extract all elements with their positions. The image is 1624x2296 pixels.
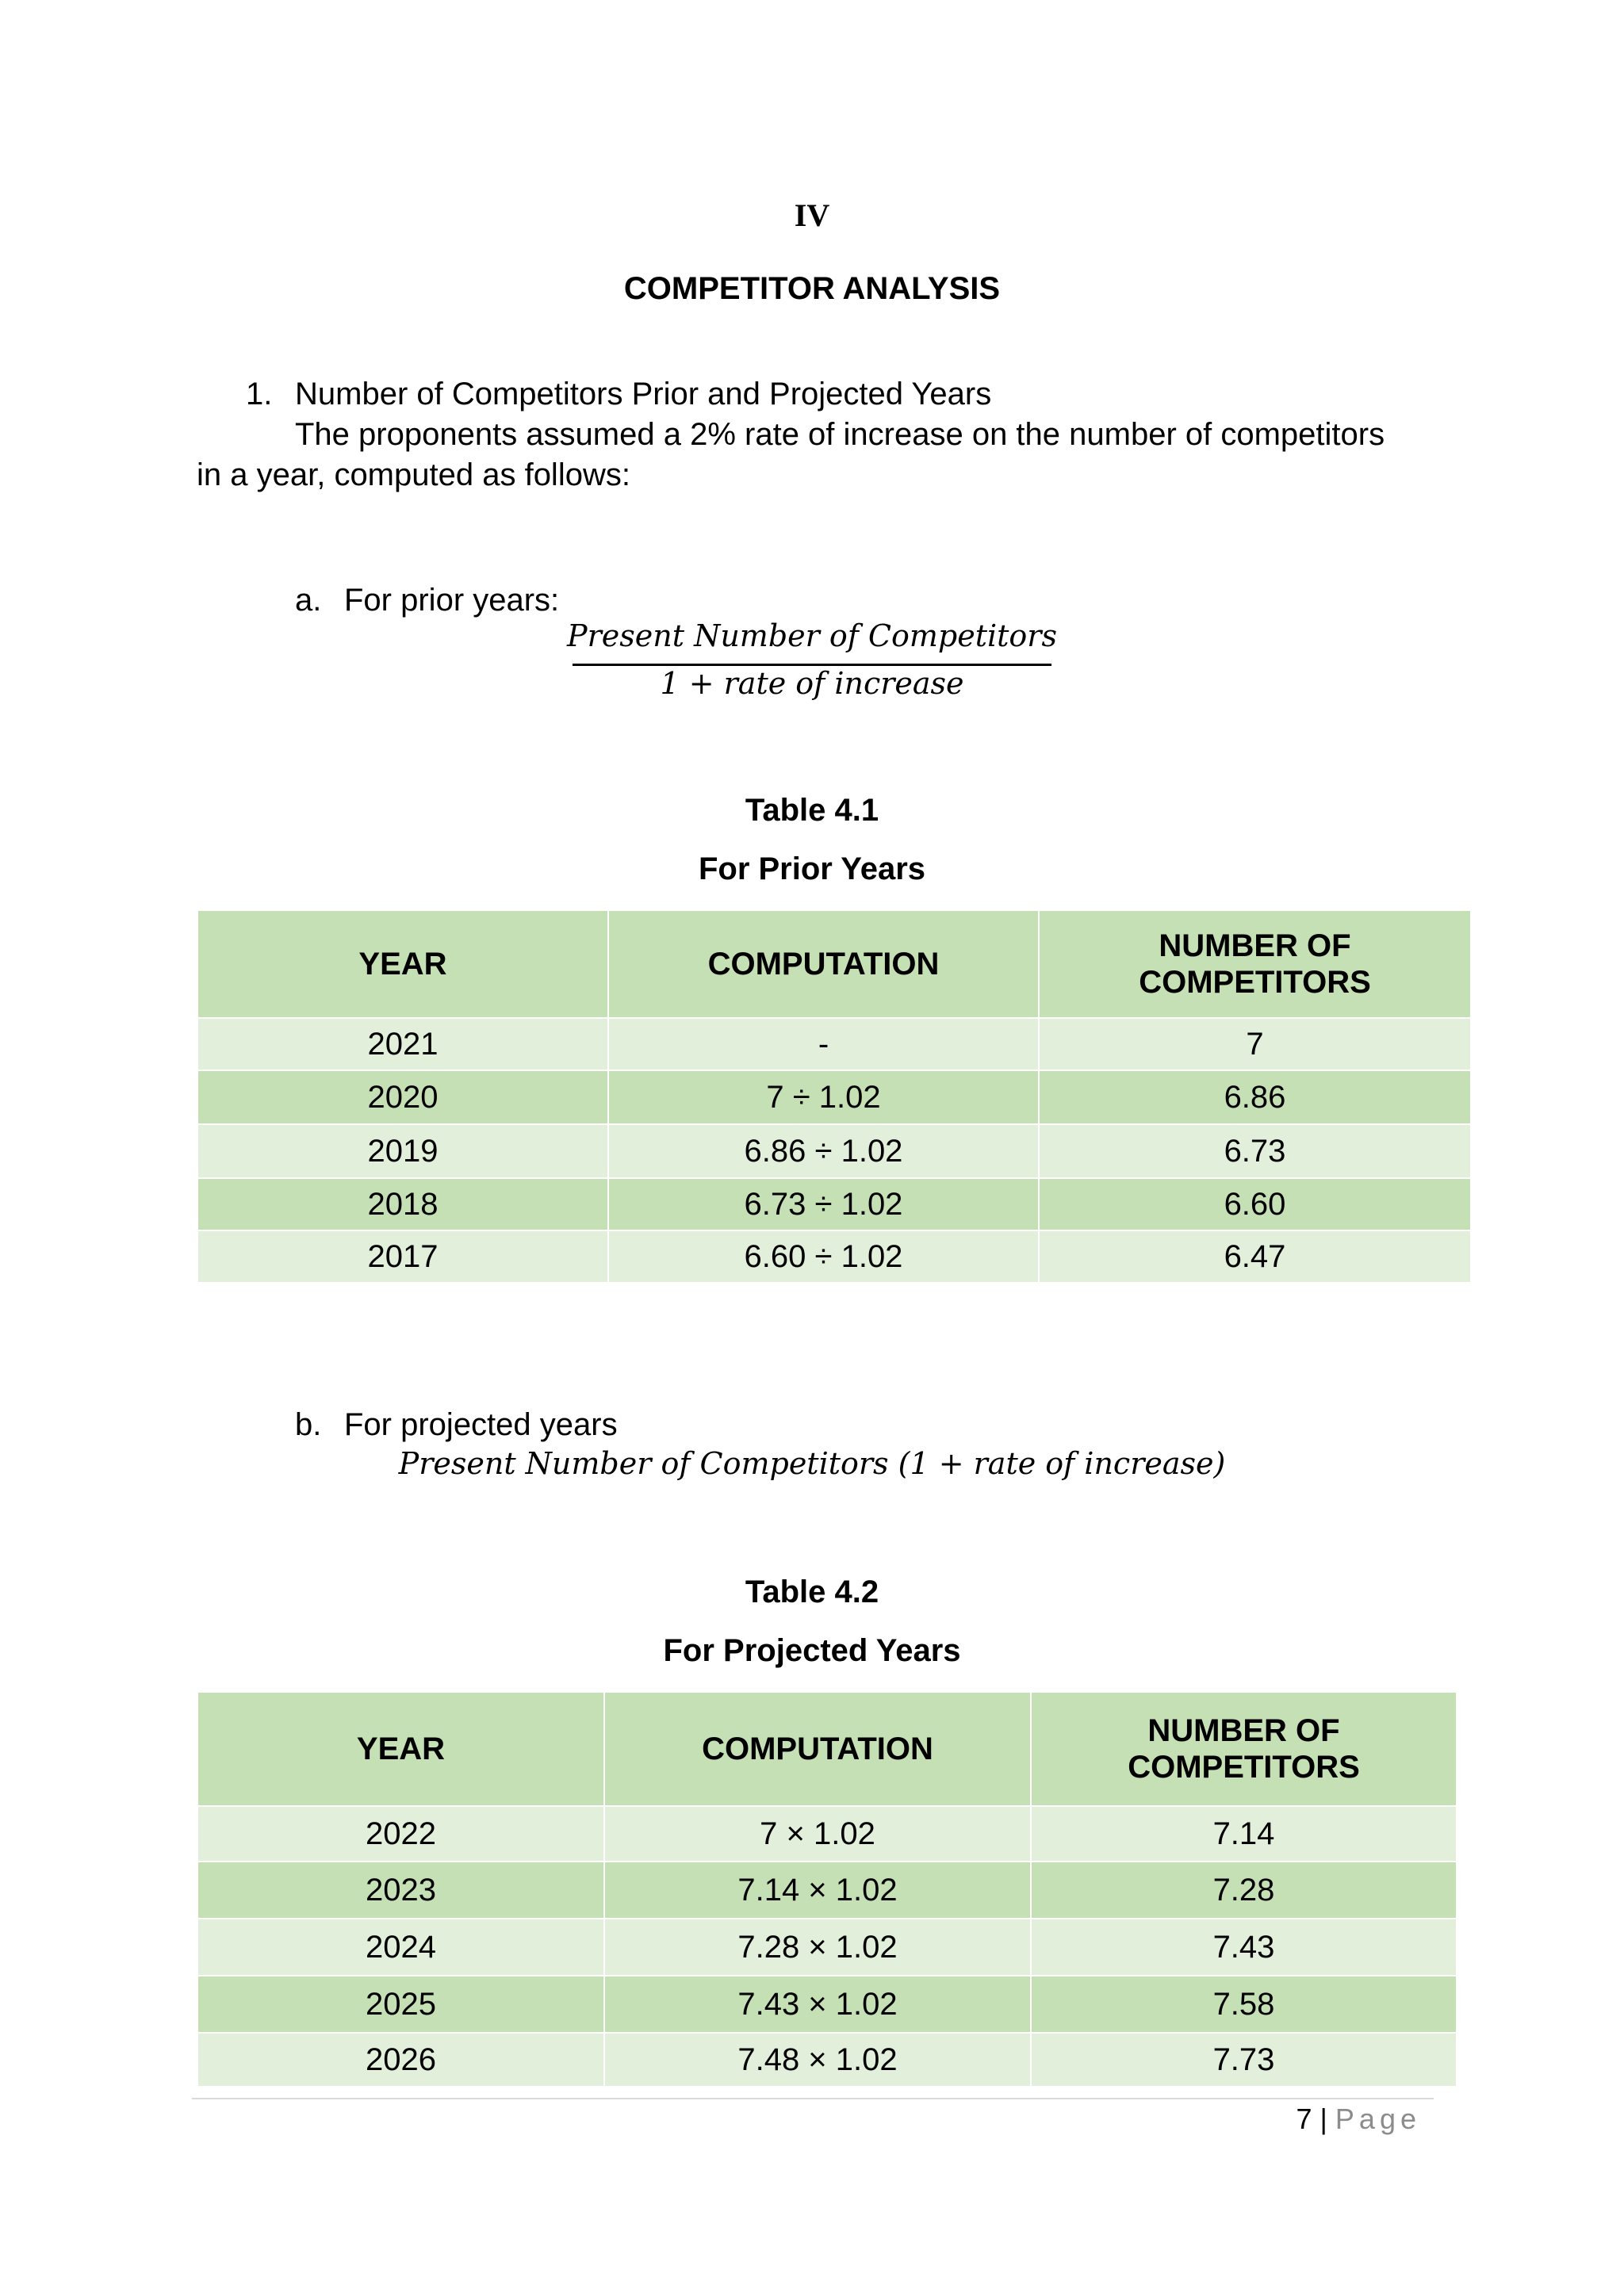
prior-marker: a. (295, 583, 322, 618)
cell-count: 6.86 (1039, 1070, 1471, 1124)
cell-computation: 7.48 × 1.02 (604, 2033, 1031, 2087)
table-row (197, 1230, 1471, 1283)
cell-year: 2022 (197, 1806, 604, 1862)
cell-count: 7 (1039, 1018, 1471, 1070)
projected-years-table (197, 1691, 1457, 2087)
section-heading: Number of Competitors Prior and Projected Years (295, 377, 992, 411)
cell-computation: 7 ÷ 1.02 (608, 1070, 1039, 1124)
formula-denominator: 1 + rate of increase (660, 666, 964, 701)
cell-year: 2017 (197, 1230, 608, 1283)
footer-divider (192, 2098, 1434, 2099)
page-separator: | (1320, 2103, 1327, 2135)
cell-year: 2024 (197, 1919, 604, 1976)
chapter-title: COMPETITOR ANALYSIS (623, 271, 1001, 306)
cell-year: 2018 (197, 1178, 608, 1230)
cell-computation: 7.28 × 1.02 (604, 1919, 1031, 1976)
cell-count: 7.58 (1031, 1976, 1457, 2033)
formula-numerator: Present Number of Competitors (567, 618, 1057, 653)
cell-computation: - (608, 1018, 1039, 1070)
header-year: YEAR (197, 1692, 604, 1806)
cell-computation: 6.73 ÷ 1.02 (608, 1178, 1039, 1230)
prior-label: For prior years: (344, 583, 560, 618)
table-row (197, 1124, 1471, 1178)
header-year: YEAR (197, 910, 608, 1018)
table-row (197, 1178, 1471, 1230)
table-row (197, 1976, 1457, 2033)
cell-computation: 7.14 × 1.02 (604, 1862, 1031, 1919)
cell-year: 2026 (197, 2033, 604, 2087)
header-number-of-competitors: NUMBER OF COMPETITORS (1031, 1692, 1457, 1806)
table-row (197, 1919, 1457, 1976)
page-number: 7 (1296, 2103, 1312, 2135)
cell-count: 6.47 (1039, 1230, 1471, 1283)
table-row (197, 1018, 1471, 1070)
table-2-caption: Table 4.2 (745, 1575, 879, 1609)
cell-count: 6.60 (1039, 1178, 1471, 1230)
cell-year: 2025 (197, 1976, 604, 2033)
cell-year: 2019 (197, 1124, 608, 1178)
cell-computation: 7 × 1.02 (604, 1806, 1031, 1862)
cell-computation: 7.43 × 1.02 (604, 1976, 1031, 2033)
paragraph-line-2: in a year, computed as follows: (197, 457, 630, 492)
paragraph-line-1: The proponents assumed a 2% rate of increase on the number of competitors (295, 417, 1385, 452)
table-row (197, 1070, 1471, 1124)
table-1-subcaption: For Prior Years (698, 851, 926, 886)
cell-count: 7.28 (1031, 1862, 1457, 1919)
cell-computation: 6.86 ÷ 1.02 (608, 1124, 1039, 1178)
cell-year: 2020 (197, 1070, 608, 1124)
projected-label: For projected years (344, 1407, 618, 1442)
cell-count: 7.14 (1031, 1806, 1457, 1862)
cell-year: 2021 (197, 1018, 608, 1070)
header-number-of-competitors: NUMBER OF COMPETITORS (1039, 910, 1471, 1018)
prior-years-table (197, 909, 1472, 1284)
cell-count: 7.43 (1031, 1919, 1457, 1976)
table-2-subcaption: For Projected Years (663, 1633, 961, 1668)
table-row (197, 1806, 1457, 1862)
table-1-caption: Table 4.1 (745, 793, 879, 828)
table-row (197, 2033, 1457, 2087)
table-row (197, 1862, 1457, 1919)
projected-marker: b. (295, 1407, 322, 1442)
page-footer (1237, 2103, 1421, 2136)
cell-count: 6.73 (1039, 1124, 1471, 1178)
cell-year: 2023 (197, 1862, 604, 1919)
chapter-number: IV (794, 197, 830, 233)
header-computation: COMPUTATION (604, 1692, 1031, 1806)
page-word: Page (1335, 2103, 1421, 2135)
header-computation: COMPUTATION (608, 910, 1039, 1018)
section-marker: 1. (246, 377, 273, 411)
cell-computation: 6.60 ÷ 1.02 (608, 1230, 1039, 1283)
projected-formula: Present Number of Competitors (1 + rate of increase) (398, 1446, 1226, 1481)
cell-count: 7.73 (1031, 2033, 1457, 2087)
